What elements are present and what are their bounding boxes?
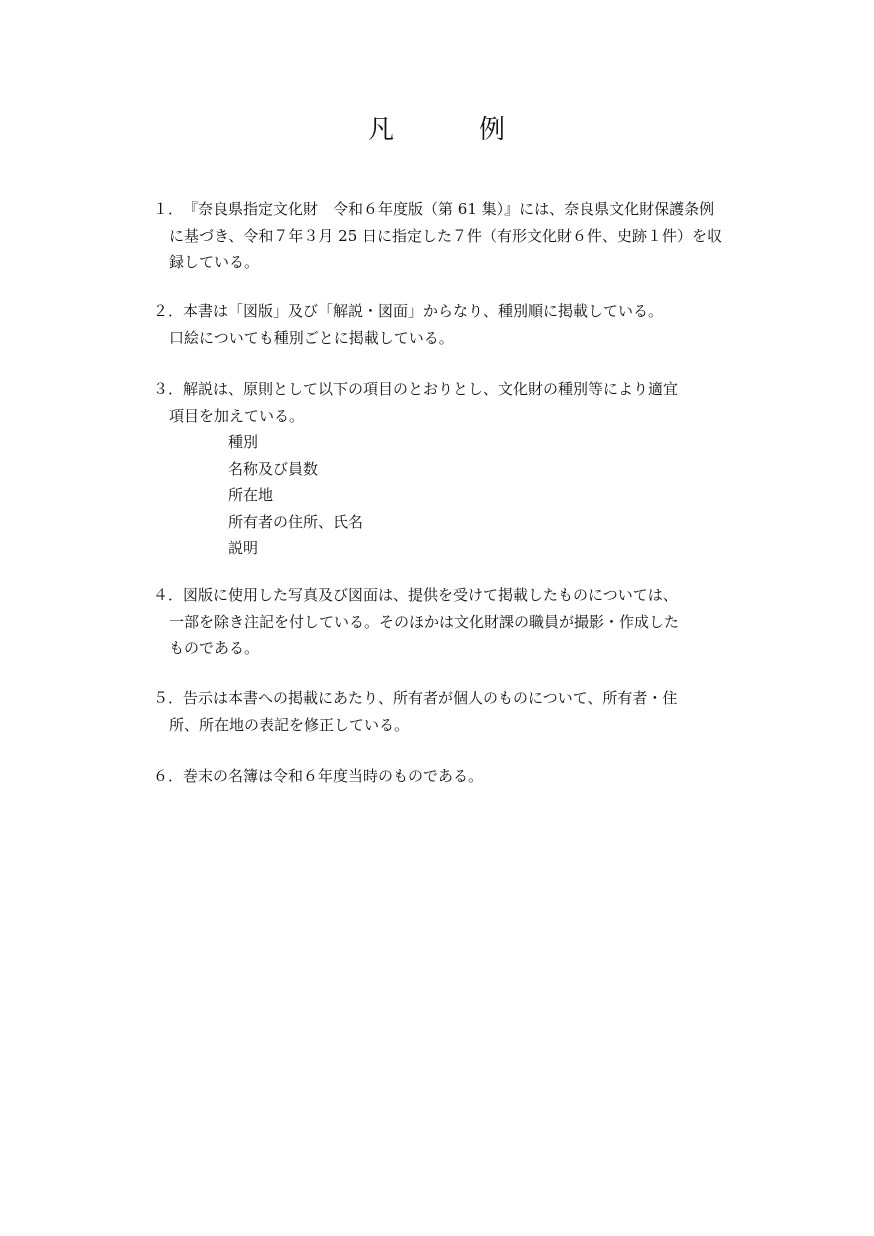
field-item: 種別 xyxy=(228,433,259,451)
item-text: 一部を除き注記を付している。そのほかは文化財課の職員が撮影・作成した xyxy=(169,612,680,631)
list-item xyxy=(153,196,793,276)
item-text: 『奈良県指定文化財 令和６年度版（第 61 集）』には、奈良県文化財保護条例 xyxy=(183,200,715,218)
item-text: に基づき、令和７年３月 25 日に指定した７件（有形文化財６件、史跡１件）を収 xyxy=(169,226,723,245)
item-text: 録している。 xyxy=(169,253,260,271)
field-list xyxy=(153,429,793,562)
item-text: 項目を加えている。 xyxy=(169,406,305,425)
title-char-1: 凡 xyxy=(367,115,395,145)
field-item: 所在地 xyxy=(228,486,274,504)
item-text: 所、所在地の表記を修正している。 xyxy=(169,715,410,734)
item-number: ６． xyxy=(153,767,184,785)
list-item xyxy=(153,685,793,738)
item-number: ２． xyxy=(153,302,184,320)
item-number: ４． xyxy=(153,586,184,604)
list-item xyxy=(153,376,793,562)
field-item: 名称及び員数 xyxy=(228,459,319,478)
field-item: 所有者の住所、氏名 xyxy=(228,512,364,531)
title-char-2: 例 xyxy=(479,115,507,145)
item-text: 本書は「図版」及び「解説・図面」からなり、種別順に掲載している。 xyxy=(183,302,664,320)
item-text: 告示は本書への掲載にあたり、所有者が個人のものについて、所有者・住 xyxy=(183,689,678,707)
item-number: ５． xyxy=(153,689,184,707)
item-text: ものである。 xyxy=(169,639,260,657)
list-item xyxy=(153,298,793,351)
item-number: １． xyxy=(153,200,184,218)
field-item: 説明 xyxy=(228,539,259,557)
item-number: ３． xyxy=(153,380,184,398)
item-text: 解説は、原則として以下の項目のとおりとし、文化財の種別等により適宜 xyxy=(183,380,679,398)
list-item xyxy=(153,763,793,790)
list-item xyxy=(153,582,793,662)
item-text: 口絵についても種別ごとに掲載している。 xyxy=(169,328,454,347)
page-title xyxy=(0,112,874,148)
item-text: 巻末の名簿は令和６年度当時のものである。 xyxy=(183,767,484,785)
item-text: 図版に使用した写真及び図面は、提供を受けて掲載したものについては、 xyxy=(183,586,678,604)
